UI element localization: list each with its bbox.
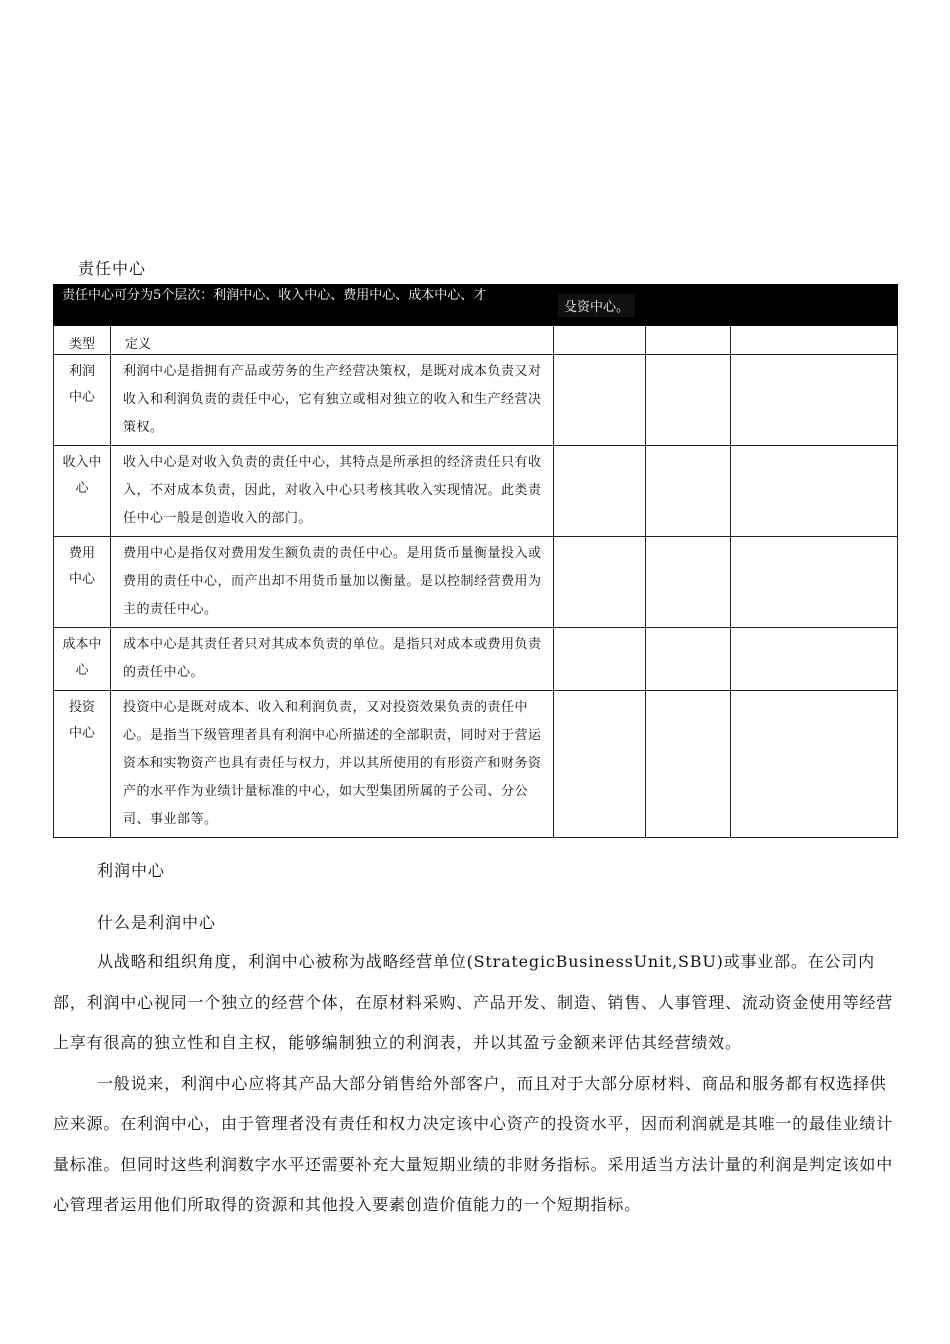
table-row (54, 355, 898, 446)
table-header-text: 责任中心可分为5个层次：利润中心、收入中心、费用中心、成本中心、才 (62, 288, 487, 303)
column-label-type-text: 类型 (68, 337, 95, 352)
body-text (53, 942, 893, 1226)
paragraph: 从战略和组织角度，利润中心被称为战略经营单位(StrategicBusinessUnit,SBU)或事业部。在公司内部，利润中心视同一个独立的经营个体，在原材料采购、产品开发、制造、销售、人事管理、流动资金使用等经营上享有很高的独立性和自主权，能够编制独立的利润表，并以其盈亏金额来评估其经营绩效。 (53, 952, 894, 1052)
table-header-empty-cell (731, 285, 898, 326)
empty-cell (646, 691, 731, 838)
empty-cell (731, 446, 898, 537)
definition-cell: 利润中心是指拥有产品或劳务的生产经营决策权，是既对成本负责又对收入和利润负责的责任中心，它有独立或相对独立的收入和生产经营决策权。 (111, 355, 554, 446)
empty-cell (731, 537, 898, 628)
type-line: 利润 (68, 364, 95, 379)
empty-cell (646, 537, 731, 628)
empty-cell (646, 628, 731, 691)
column-label-definition (111, 326, 554, 355)
heading-profit-center: 利润中心 (97, 861, 166, 880)
empty-cell (731, 355, 898, 446)
type-cell (54, 628, 111, 691)
empty-cell (646, 355, 731, 446)
paragraph: 一般说来，利润中心应将其产品大部分销售给外部客户，而且对于大部分原材料、商品和服务都有权选择供应来源。在利润中心，由于管理者没有责任和权力决定该中心资产的投资水平，因而利润就是其唯一的最佳业绩计量标准。但同时这些利润数字水平还需要补充大量短期业绩的非财务指标。采用适当方法计量的利润是判定该如中心管理者运用他们所取得的资源和其他投入要素创造价值能力的一个短期指标。 (53, 1073, 894, 1214)
empty-cell (554, 628, 646, 691)
empty-cell (646, 446, 731, 537)
column-label-type (54, 326, 111, 355)
type-line: 中心 (68, 572, 95, 587)
column-label-row (54, 326, 898, 355)
empty-cell (554, 446, 646, 537)
empty-cell (554, 691, 646, 838)
empty-cell (731, 628, 898, 691)
type-cell (54, 537, 111, 628)
type-line: 投资 (68, 700, 95, 715)
type-line: 收入中 (62, 455, 102, 470)
type-cell (54, 355, 111, 446)
table-row (54, 537, 898, 628)
type-cell (54, 691, 111, 838)
table-header-cell (54, 285, 554, 326)
empty-cell (554, 326, 646, 355)
table-row (54, 691, 898, 838)
definition-cell: 收入中心是对收入负责的责任中心，其特点是所承担的经济责任只有收入，不对成本负责，因此，对收入中心只考核其收入实现情况。此类责任中心一般是创造收入的部门。 (111, 446, 554, 537)
type-line: 中心 (68, 726, 95, 741)
empty-cell (646, 326, 731, 355)
table-header-box-text: 殳资中心。 (558, 294, 635, 317)
table-row (54, 446, 898, 537)
type-line: 心 (75, 481, 89, 496)
definition-cell: 投资中心是既对成本、收入和利润负责，又对投资效果负责的责任中心。是指当下级管理者具有利润中心所描述的全部职责，同时对于营运资本和实物资产也具有责任与权力，并以其所使用的有形资产和财务资产的水平作为业绩计量标准的中心，如大型集团所属的子公司、分公司、事业部等。 (111, 691, 554, 838)
empty-cell (731, 691, 898, 838)
definition-cell: 成本中心是其责任者只对其成本负责的单位。是指只对成本或费用负责的责任中心。 (111, 628, 554, 691)
responsibility-center-table (53, 284, 898, 838)
empty-cell (554, 355, 646, 446)
type-line: 成本中 (62, 637, 102, 652)
column-label-definition-text: 定义 (125, 337, 152, 352)
section-title: 责任中心 (78, 259, 147, 278)
table-header-box-cell (554, 285, 646, 326)
type-cell (54, 446, 111, 537)
type-line: 中心 (68, 390, 95, 405)
table-row (54, 628, 898, 691)
type-line: 费用 (68, 546, 95, 561)
table-header-empty-cell (646, 285, 731, 326)
empty-cell (731, 326, 898, 355)
definition-cell: 费用中心是指仅对费用发生额负责的责任中心。是用货币量衡量投入或费用的责任中心，而产出却不用货币量加以衡量。是以控制经营费用为主的责任中心。 (111, 537, 554, 628)
table-header-row (54, 285, 898, 326)
heading-what-is-profit-center: 什么是利润中心 (97, 913, 217, 932)
type-line: 心 (75, 663, 89, 678)
empty-cell (554, 537, 646, 628)
